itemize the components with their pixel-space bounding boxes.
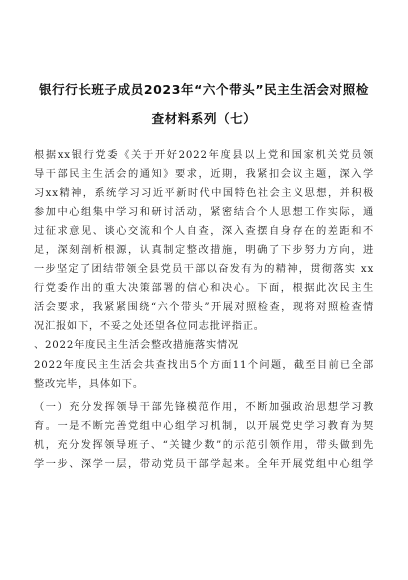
paragraph-line: 根据xx银行党委《关于开好2022年度县以上党和国家机关党员领	[34, 150, 374, 161]
paragraph-line: 整改完毕，具体如下。	[34, 379, 144, 390]
paragraph-line: 2022年度民主生活会共查找出5个方面11个问题，截至目前已全部	[34, 360, 374, 371]
paragraph-line: 习xx精神，系统学习习近平新时代中国特色社会主义思想，并积极	[34, 188, 374, 199]
document-title-line-1: 银行行长班子成员2023年“六个带头”民主生活会对照检	[39, 82, 369, 97]
paragraph-line: 一步坚定了团结带领全县党员干部以奋发有为的精神，贯彻落实 xx	[34, 264, 374, 275]
paragraph-line: （一）充分发挥领导干部先锋模范作用，不断加强政治思想学习教	[34, 402, 374, 413]
paragraph-line: 机，充分发挥领导班子、“关键少数”的示范引领作用，带头做到先	[34, 440, 374, 451]
paragraph-line: 导干部民主生活会的通知》要求，近期，我紧扣会议主题，深入学	[34, 169, 374, 180]
paragraph-line: 况汇报如下，不妥之处还望各位同志批评指正。	[34, 321, 265, 332]
document-title-line-2: 查材料系列（七）	[151, 111, 257, 126]
paragraph-line: 过征求意见、谈心交流和个人自查，深入查摆自身存在的差距和不	[34, 226, 374, 237]
paragraph-line: 参加中心组集中学习和研讨活动，紧密结合个人思想工作实际，通	[34, 207, 374, 218]
paragraph-line: 学一步、深学一层，带动党员干部学起来。全年开展党组中心组学	[34, 459, 374, 470]
paragraph-line: 行党委作出的重大决策部署的信心和决心。下面，根据此次民主生	[34, 283, 374, 294]
paragraph-line: 足，深刻剖析根源，认真制定整改措施，明确了下步努力方向，进	[34, 245, 374, 256]
paragraph-line: 活会要求，我紧紧围绕“六个带头”开展对照检查，现将对照检查情	[34, 302, 374, 313]
paragraph-line: 育。一是不断完善党组中心组学习机制，以开展党史学习教育为契	[34, 421, 374, 432]
section-heading: 、2022年度民主生活会整改措施落实情况	[34, 340, 239, 351]
